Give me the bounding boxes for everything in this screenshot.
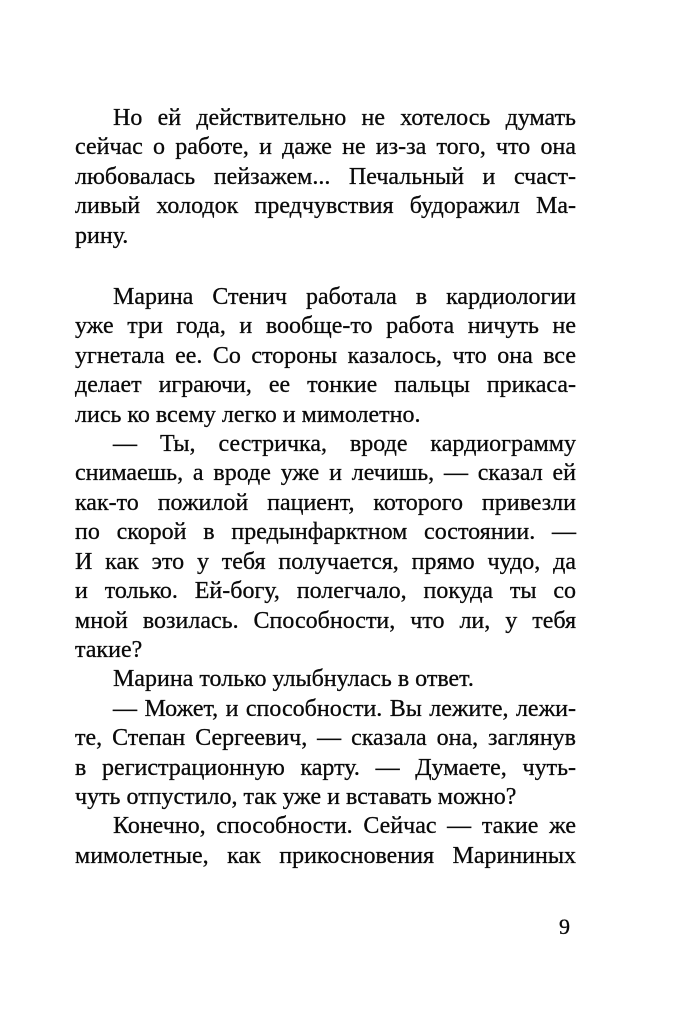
- paragraph: [75, 695, 576, 813]
- text-line: любовалась пейзажем... Печальный и счаст-: [75, 163, 576, 190]
- text-line: по скорой в предынфарктном состоянии. —: [75, 519, 576, 546]
- page-number: 9: [559, 914, 570, 939]
- text-column: [75, 104, 576, 871]
- text-line: рину.: [75, 222, 129, 249]
- text-line: И как это у тебя получается, прямо чудо, да: [75, 548, 576, 575]
- text-line: чуть отпустило, так уже и вставать можно?: [75, 783, 517, 810]
- text-line: те, Степан Сергеевич, — сказала она, заглянув: [75, 725, 576, 752]
- text-line: — Ты, сестричка, вроде кардиограмму: [113, 431, 576, 458]
- text-line: сейчас о работе, и даже не из-за того, что она: [75, 134, 576, 161]
- text-line: Но ей действительно не хотелось думать: [113, 105, 576, 131]
- text-line: ливый холодок предчувствия будоражил Ма-: [75, 193, 576, 220]
- paragraph: [75, 430, 576, 665]
- text-line: лись ко всему легко и мимолетно.: [75, 401, 421, 428]
- text-line: уже три года, и вообще-то работа ничуть не: [75, 313, 576, 340]
- paragraph: [75, 283, 576, 430]
- text-line: снимаешь, а вроде уже и лечишь, — сказал ей: [75, 460, 576, 487]
- paragraph: [75, 665, 576, 694]
- paragraph: [75, 812, 576, 871]
- text-line: и только. Ей-богу, полегчало, покуда ты со: [75, 578, 576, 605]
- text-line: Марина Стенич работала в кардиологии: [113, 284, 576, 311]
- text-line: угнетала ее. Со стороны казалось, что она все: [75, 342, 576, 369]
- text-line: как-то пожилой пациент, которого привезли: [75, 489, 576, 516]
- text-line: такие?: [75, 636, 143, 663]
- text-line: мимолетные, как прикосновения Марининых: [75, 842, 576, 869]
- text-line: — Может, и способности. Вы лежите, лежи-: [113, 695, 576, 722]
- text-line: мной возилась. Способности, что ли, у тебя: [75, 607, 576, 634]
- text-line: Марина только улыбнулась в ответ.: [113, 666, 474, 693]
- text-line: Конечно, способности. Сейчас — такие же: [113, 813, 576, 840]
- text-line: делает играючи, ее тонкие пальцы прикаса-: [75, 372, 576, 399]
- paragraph: [75, 104, 576, 251]
- text-line: в регистрационную карту. — Думаете, чуть-: [75, 754, 576, 781]
